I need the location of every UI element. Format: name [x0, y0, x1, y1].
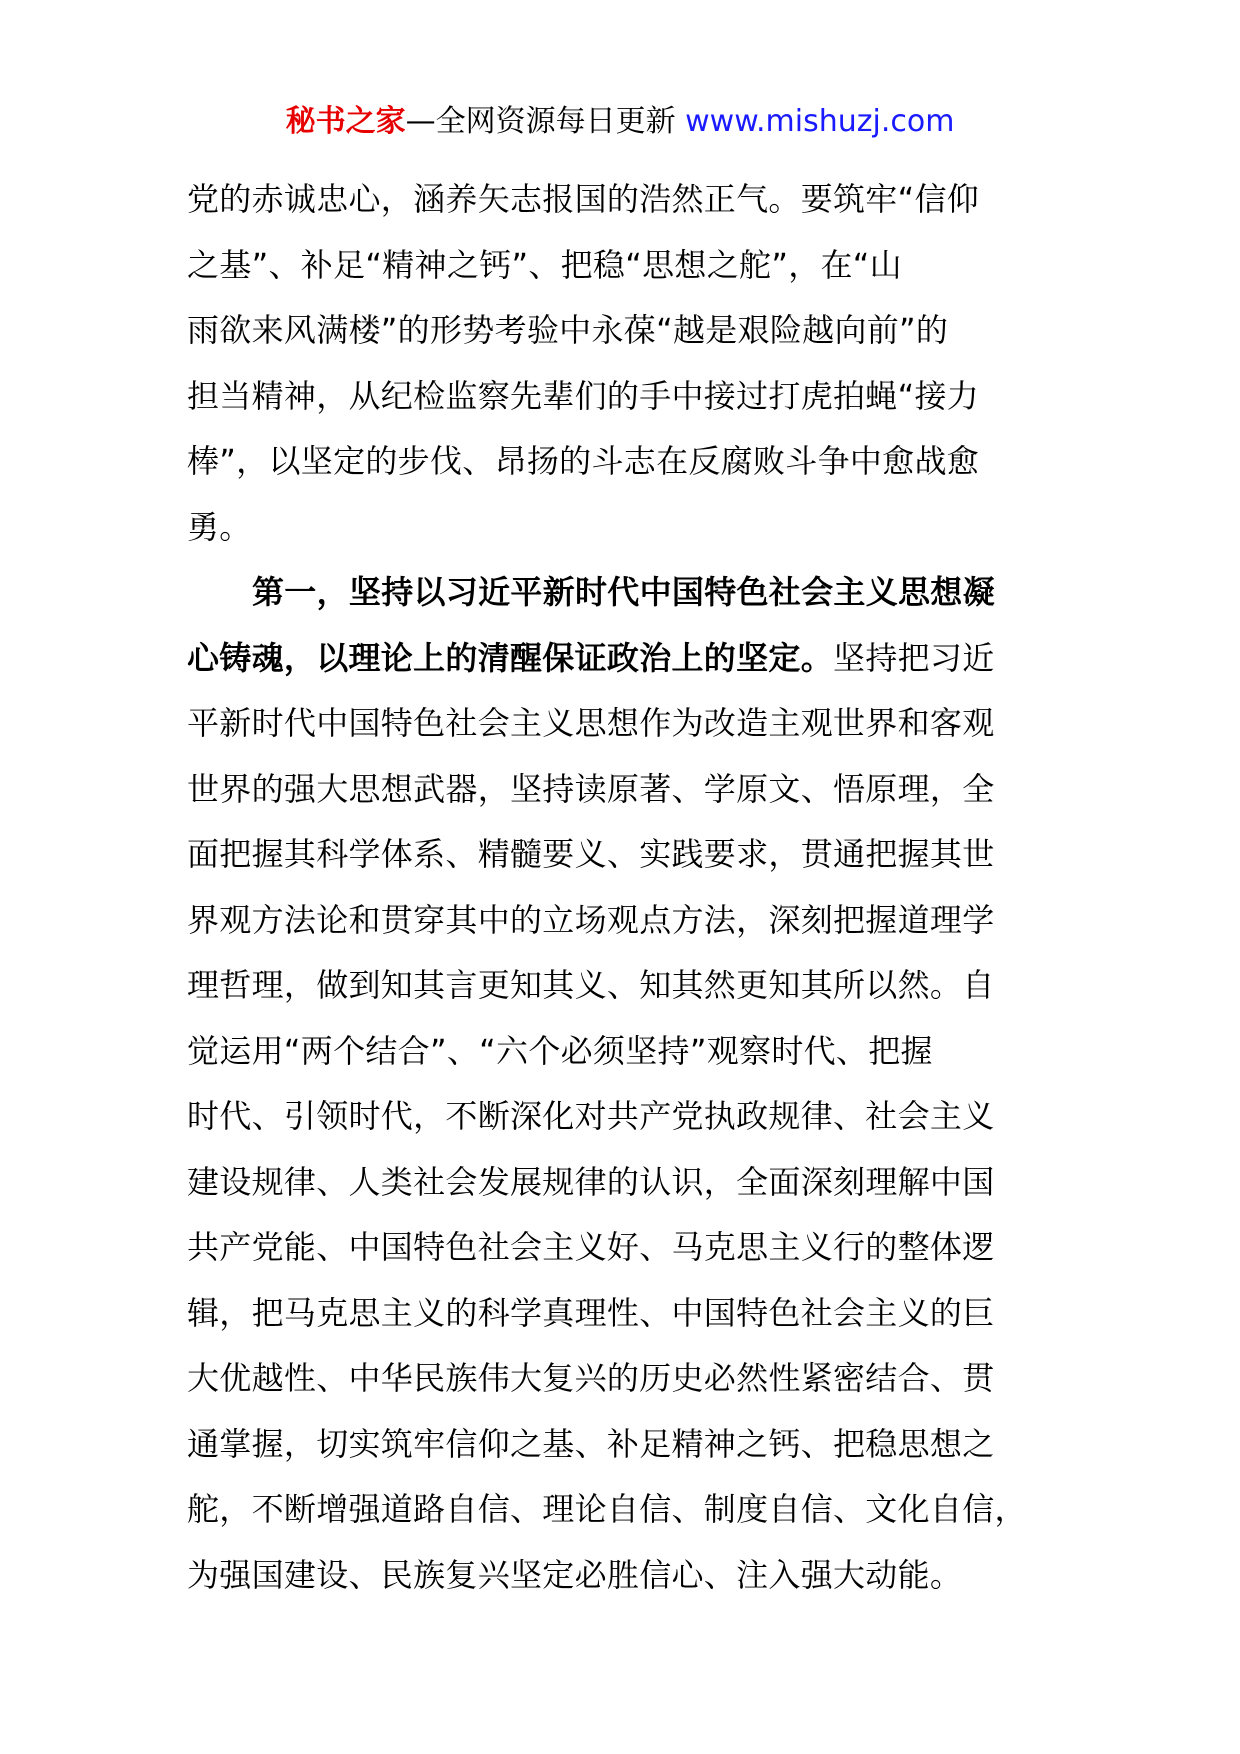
text-line: 面把握其科学体系、精髓要义、实践要求，贯通把握其世 — [187, 835, 995, 873]
text-line: 大优越性、中华民族伟大复兴的历史必然性紧密结合、贯 — [187, 1359, 995, 1397]
document-body — [187, 167, 1053, 1608]
text-line: 担当精神，从纪检监察先辈们的手中接过打虎拍蝇“接力 — [187, 376, 980, 415]
page-header — [0, 100, 1240, 144]
text-line: 为强国建设、民族复兴坚定必胜信心、注入强大动能。 — [187, 1555, 963, 1594]
text-line: 理哲理，做到知其言更知其义、知其然更知其所以然。自 — [187, 966, 995, 1004]
text-line: 辑，把马克思主义的科学真理性、中国特色社会主义的巨 — [187, 1293, 995, 1332]
text-line: 时代、引领时代，不断深化对共产党执政规律、社会主义 — [187, 1097, 995, 1135]
text-line: 之基”、补足“精神之钙”、把稳“思想之舵”，在“山 — [187, 245, 902, 284]
text-line: 舵，不断增强道路自信、理论自信、制度自信、文化自信， — [187, 1490, 1027, 1528]
text-line: 界观方法论和贯穿其中的立场观点方法，深刻把握道理学 — [187, 900, 995, 939]
section-heading-end: 心铸魂，以理论上的清醒保证政治上的坚定。 — [187, 638, 834, 677]
text-line: 勇。 — [187, 507, 252, 546]
text-line: 平新时代中国特色社会主义思想作为改造主观世界和客观 — [187, 704, 995, 742]
section-heading-line: 第一，坚持以习近平新时代中国特色社会主义思想凝 — [252, 573, 995, 611]
paragraph-continued — [187, 167, 1053, 560]
text-line: 建设规律、人类社会发展规律的认识，全面深刻理解中国 — [187, 1162, 995, 1201]
text-line: 觉运用“两个结合”、“六个必须坚持”观察时代、把握 — [187, 1031, 933, 1070]
text-line — [187, 626, 1053, 692]
text-line-rest: 坚持把习近 — [833, 638, 995, 677]
text-line: 世界的强大思想武器，坚持读原著、学原文、悟原理，全 — [187, 769, 995, 808]
text-line: 党的赤诚忠心，涵养矢志报国的浩然正气。要筑牢“信仰 — [187, 180, 980, 218]
brand-name: 秘书之家 — [285, 104, 406, 139]
text-line: 雨欲来风满楼”的形势考验中永葆“越是艰险越向前”的 — [187, 311, 949, 349]
paragraph-section-one — [187, 560, 1053, 1608]
site-url-link[interactable]: www.mishuzj.com — [685, 104, 955, 139]
text-line: 共产党能、中国特色社会主义好、马克思主义行的整体逻 — [187, 1228, 995, 1266]
text-line: 通掌握，切实筑牢信仰之基、补足精神之钙、把稳思想之 — [187, 1424, 995, 1463]
text-line: 棒”，以坚定的步伐、昂扬的斗志在反腐败斗争中愈战愈 — [187, 442, 980, 480]
header-tagline: —全网资源每日更新 — [405, 104, 676, 139]
